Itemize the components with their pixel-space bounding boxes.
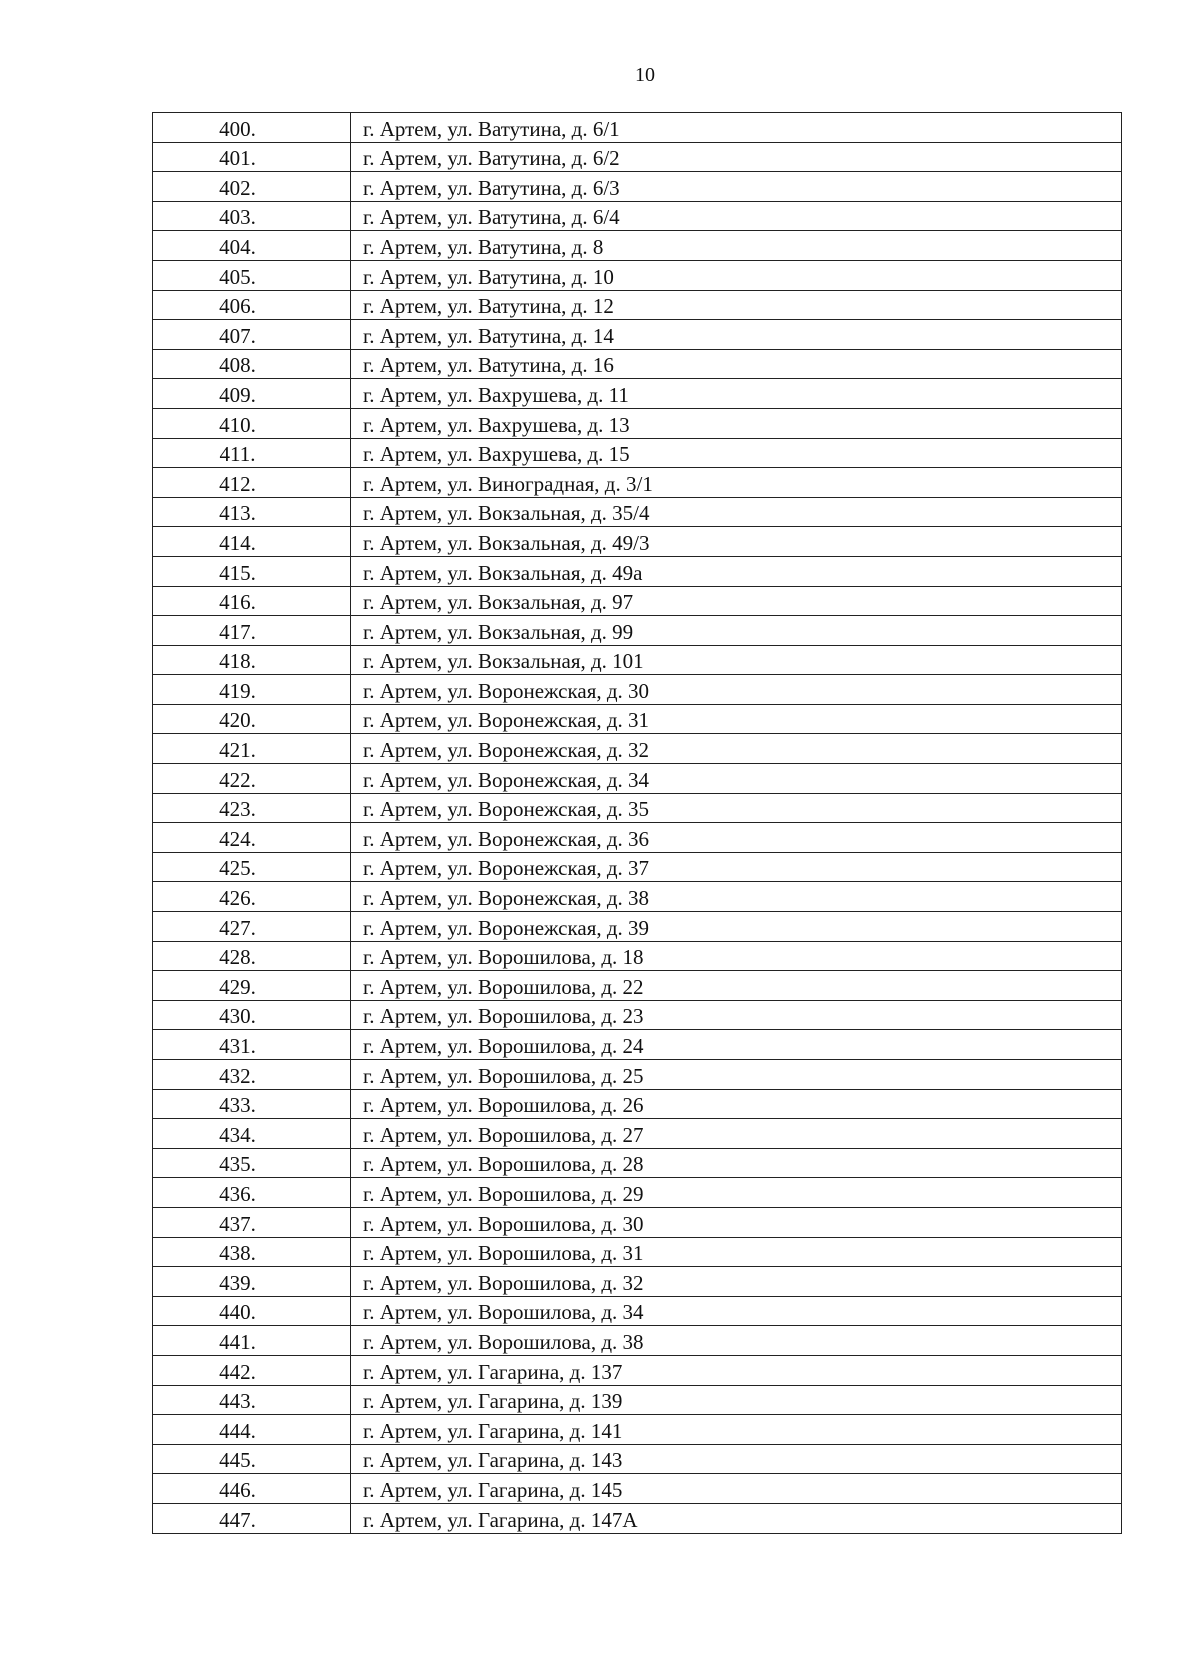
table-row [153,1503,1122,1533]
row-address: г. Артем, ул. Ворошилова, д. 27 [351,1119,1122,1149]
row-number: 426. [153,882,351,912]
row-number: 434. [153,1119,351,1149]
row-address: г. Артем, ул. Ворошилова, д. 31 [351,1237,1122,1267]
table-row [153,527,1122,557]
row-number: 404. [153,231,351,261]
row-address: г. Артем, ул. Ворошилова, д. 29 [351,1178,1122,1208]
row-address: г. Артем, ул. Вокзальная, д. 99 [351,616,1122,646]
table-row [153,231,1122,261]
row-address: г. Артем, ул. Ватутина, д. 10 [351,260,1122,290]
table-row [153,852,1122,882]
row-number: 416. [153,586,351,616]
row-address: г. Артем, ул. Гагарина, д. 145 [351,1474,1122,1504]
row-address: г. Артем, ул. Воронежская, д. 34 [351,764,1122,794]
table-row [153,1060,1122,1090]
row-address: г. Артем, ул. Вокзальная, д. 49/3 [351,527,1122,557]
table-row [153,142,1122,172]
row-address: г. Артем, ул. Вокзальная, д. 49а [351,556,1122,586]
row-number: 421. [153,734,351,764]
table-row [153,882,1122,912]
row-number: 408. [153,349,351,379]
row-number: 410. [153,408,351,438]
table-row [153,734,1122,764]
row-number: 417. [153,616,351,646]
table-row [153,764,1122,794]
table-row [153,438,1122,468]
row-address: г. Артем, ул. Ворошилова, д. 28 [351,1148,1122,1178]
row-number: 435. [153,1148,351,1178]
row-address: г. Артем, ул. Ворошилова, д. 18 [351,941,1122,971]
row-number: 414. [153,527,351,557]
row-address: г. Артем, ул. Ворошилова, д. 34 [351,1296,1122,1326]
row-number: 420. [153,704,351,734]
row-number: 431. [153,1030,351,1060]
table-row [153,497,1122,527]
table-row [153,1444,1122,1474]
row-address: г. Артем, ул. Вахрушева, д. 11 [351,379,1122,409]
address-table-body [153,113,1122,1534]
table-row [153,201,1122,231]
table-row [153,1207,1122,1237]
table-row [153,290,1122,320]
table-row [153,704,1122,734]
table-row [153,1030,1122,1060]
row-number: 415. [153,556,351,586]
row-number: 437. [153,1207,351,1237]
row-address: г. Артем, ул. Ворошилова, д. 24 [351,1030,1122,1060]
table-row [153,823,1122,853]
row-number: 445. [153,1444,351,1474]
row-address: г. Артем, ул. Ворошилова, д. 22 [351,971,1122,1001]
table-row [153,941,1122,971]
row-address: г. Артем, ул. Воронежская, д. 31 [351,704,1122,734]
table-row [153,645,1122,675]
row-number: 400. [153,113,351,143]
row-number: 439. [153,1267,351,1297]
table-row [153,1355,1122,1385]
row-address: г. Артем, ул. Вокзальная, д. 35/4 [351,497,1122,527]
table-row [153,1474,1122,1504]
row-number: 443. [153,1385,351,1415]
table-row [153,408,1122,438]
row-number: 429. [153,971,351,1001]
row-number: 433. [153,1089,351,1119]
row-address: г. Артем, ул. Вокзальная, д. 97 [351,586,1122,616]
table-row [153,912,1122,942]
row-number: 446. [153,1474,351,1504]
row-number: 427. [153,912,351,942]
row-address: г. Артем, ул. Вахрушева, д. 13 [351,408,1122,438]
row-address: г. Артем, ул. Ворошилова, д. 32 [351,1267,1122,1297]
row-address: г. Артем, ул. Гагарина, д. 147А [351,1503,1122,1533]
row-address: г. Артем, ул. Воронежская, д. 36 [351,823,1122,853]
address-table [152,112,1122,1534]
row-address: г. Артем, ул. Воронежская, д. 38 [351,882,1122,912]
row-address: г. Артем, ул. Ватутина, д. 8 [351,231,1122,261]
row-number: 438. [153,1237,351,1267]
row-address: г. Артем, ул. Вокзальная, д. 101 [351,645,1122,675]
table-row [153,586,1122,616]
row-address: г. Артем, ул. Гагарина, д. 143 [351,1444,1122,1474]
row-address: г. Артем, ул. Гагарина, д. 139 [351,1385,1122,1415]
row-address: г. Артем, ул. Воронежская, д. 32 [351,734,1122,764]
row-address: г. Артем, ул. Ватутина, д. 6/1 [351,113,1122,143]
table-row [153,468,1122,498]
table-row [153,556,1122,586]
table-row [153,793,1122,823]
table-row [153,1000,1122,1030]
row-number: 428. [153,941,351,971]
row-address: г. Артем, ул. Виноградная, д. 3/1 [351,468,1122,498]
row-number: 423. [153,793,351,823]
row-number: 440. [153,1296,351,1326]
row-number: 413. [153,497,351,527]
row-address: г. Артем, ул. Вахрушева, д. 15 [351,438,1122,468]
row-number: 447. [153,1503,351,1533]
table-row [153,172,1122,202]
row-address: г. Артем, ул. Воронежская, д. 30 [351,675,1122,705]
row-number: 422. [153,764,351,794]
row-number: 444. [153,1415,351,1445]
row-address: г. Артем, ул. Воронежская, д. 35 [351,793,1122,823]
table-row [153,379,1122,409]
row-address: г. Артем, ул. Ватутина, д. 14 [351,320,1122,350]
row-address: г. Артем, ул. Воронежская, д. 37 [351,852,1122,882]
row-number: 402. [153,172,351,202]
row-number: 409. [153,379,351,409]
row-address: г. Артем, ул. Ватутина, д. 6/2 [351,142,1122,172]
row-address: г. Артем, ул. Ворошилова, д. 26 [351,1089,1122,1119]
row-address: г. Артем, ул. Ворошилова, д. 25 [351,1060,1122,1090]
row-number: 432. [153,1060,351,1090]
table-row [153,675,1122,705]
row-address: г. Артем, ул. Ватутина, д. 12 [351,290,1122,320]
row-address: г. Артем, ул. Гагарина, д. 141 [351,1415,1122,1445]
row-number: 418. [153,645,351,675]
row-number: 425. [153,852,351,882]
table-row [153,1385,1122,1415]
table-row [153,1119,1122,1149]
table-row [153,260,1122,290]
row-number: 430. [153,1000,351,1030]
row-number: 441. [153,1326,351,1356]
row-number: 412. [153,468,351,498]
table-row [153,1148,1122,1178]
row-address: г. Артем, ул. Ворошилова, д. 38 [351,1326,1122,1356]
row-address: г. Артем, ул. Ворошилова, д. 23 [351,1000,1122,1030]
table-row [153,1237,1122,1267]
row-number: 442. [153,1355,351,1385]
table-row [153,1089,1122,1119]
row-number: 424. [153,823,351,853]
row-address: г. Артем, ул. Ватутина, д. 6/3 [351,172,1122,202]
row-address: г. Артем, ул. Ватутина, д. 16 [351,349,1122,379]
table-row [153,113,1122,143]
row-address: г. Артем, ул. Гагарина, д. 137 [351,1355,1122,1385]
row-number: 436. [153,1178,351,1208]
row-number: 411. [153,438,351,468]
table-row [153,1326,1122,1356]
row-number: 407. [153,320,351,350]
table-row [153,1415,1122,1445]
row-address: г. Артем, ул. Ватутина, д. 6/4 [351,201,1122,231]
table-row [153,1178,1122,1208]
row-address: г. Артем, ул. Ворошилова, д. 30 [351,1207,1122,1237]
row-number: 419. [153,675,351,705]
table-row [153,1267,1122,1297]
row-number: 405. [153,260,351,290]
table-row [153,349,1122,379]
row-address: г. Артем, ул. Воронежская, д. 39 [351,912,1122,942]
page-number: 10 [635,64,655,86]
row-number: 406. [153,290,351,320]
row-number: 401. [153,142,351,172]
table-row [153,616,1122,646]
table-row [153,971,1122,1001]
table-row [153,1296,1122,1326]
table-row [153,320,1122,350]
row-number: 403. [153,201,351,231]
